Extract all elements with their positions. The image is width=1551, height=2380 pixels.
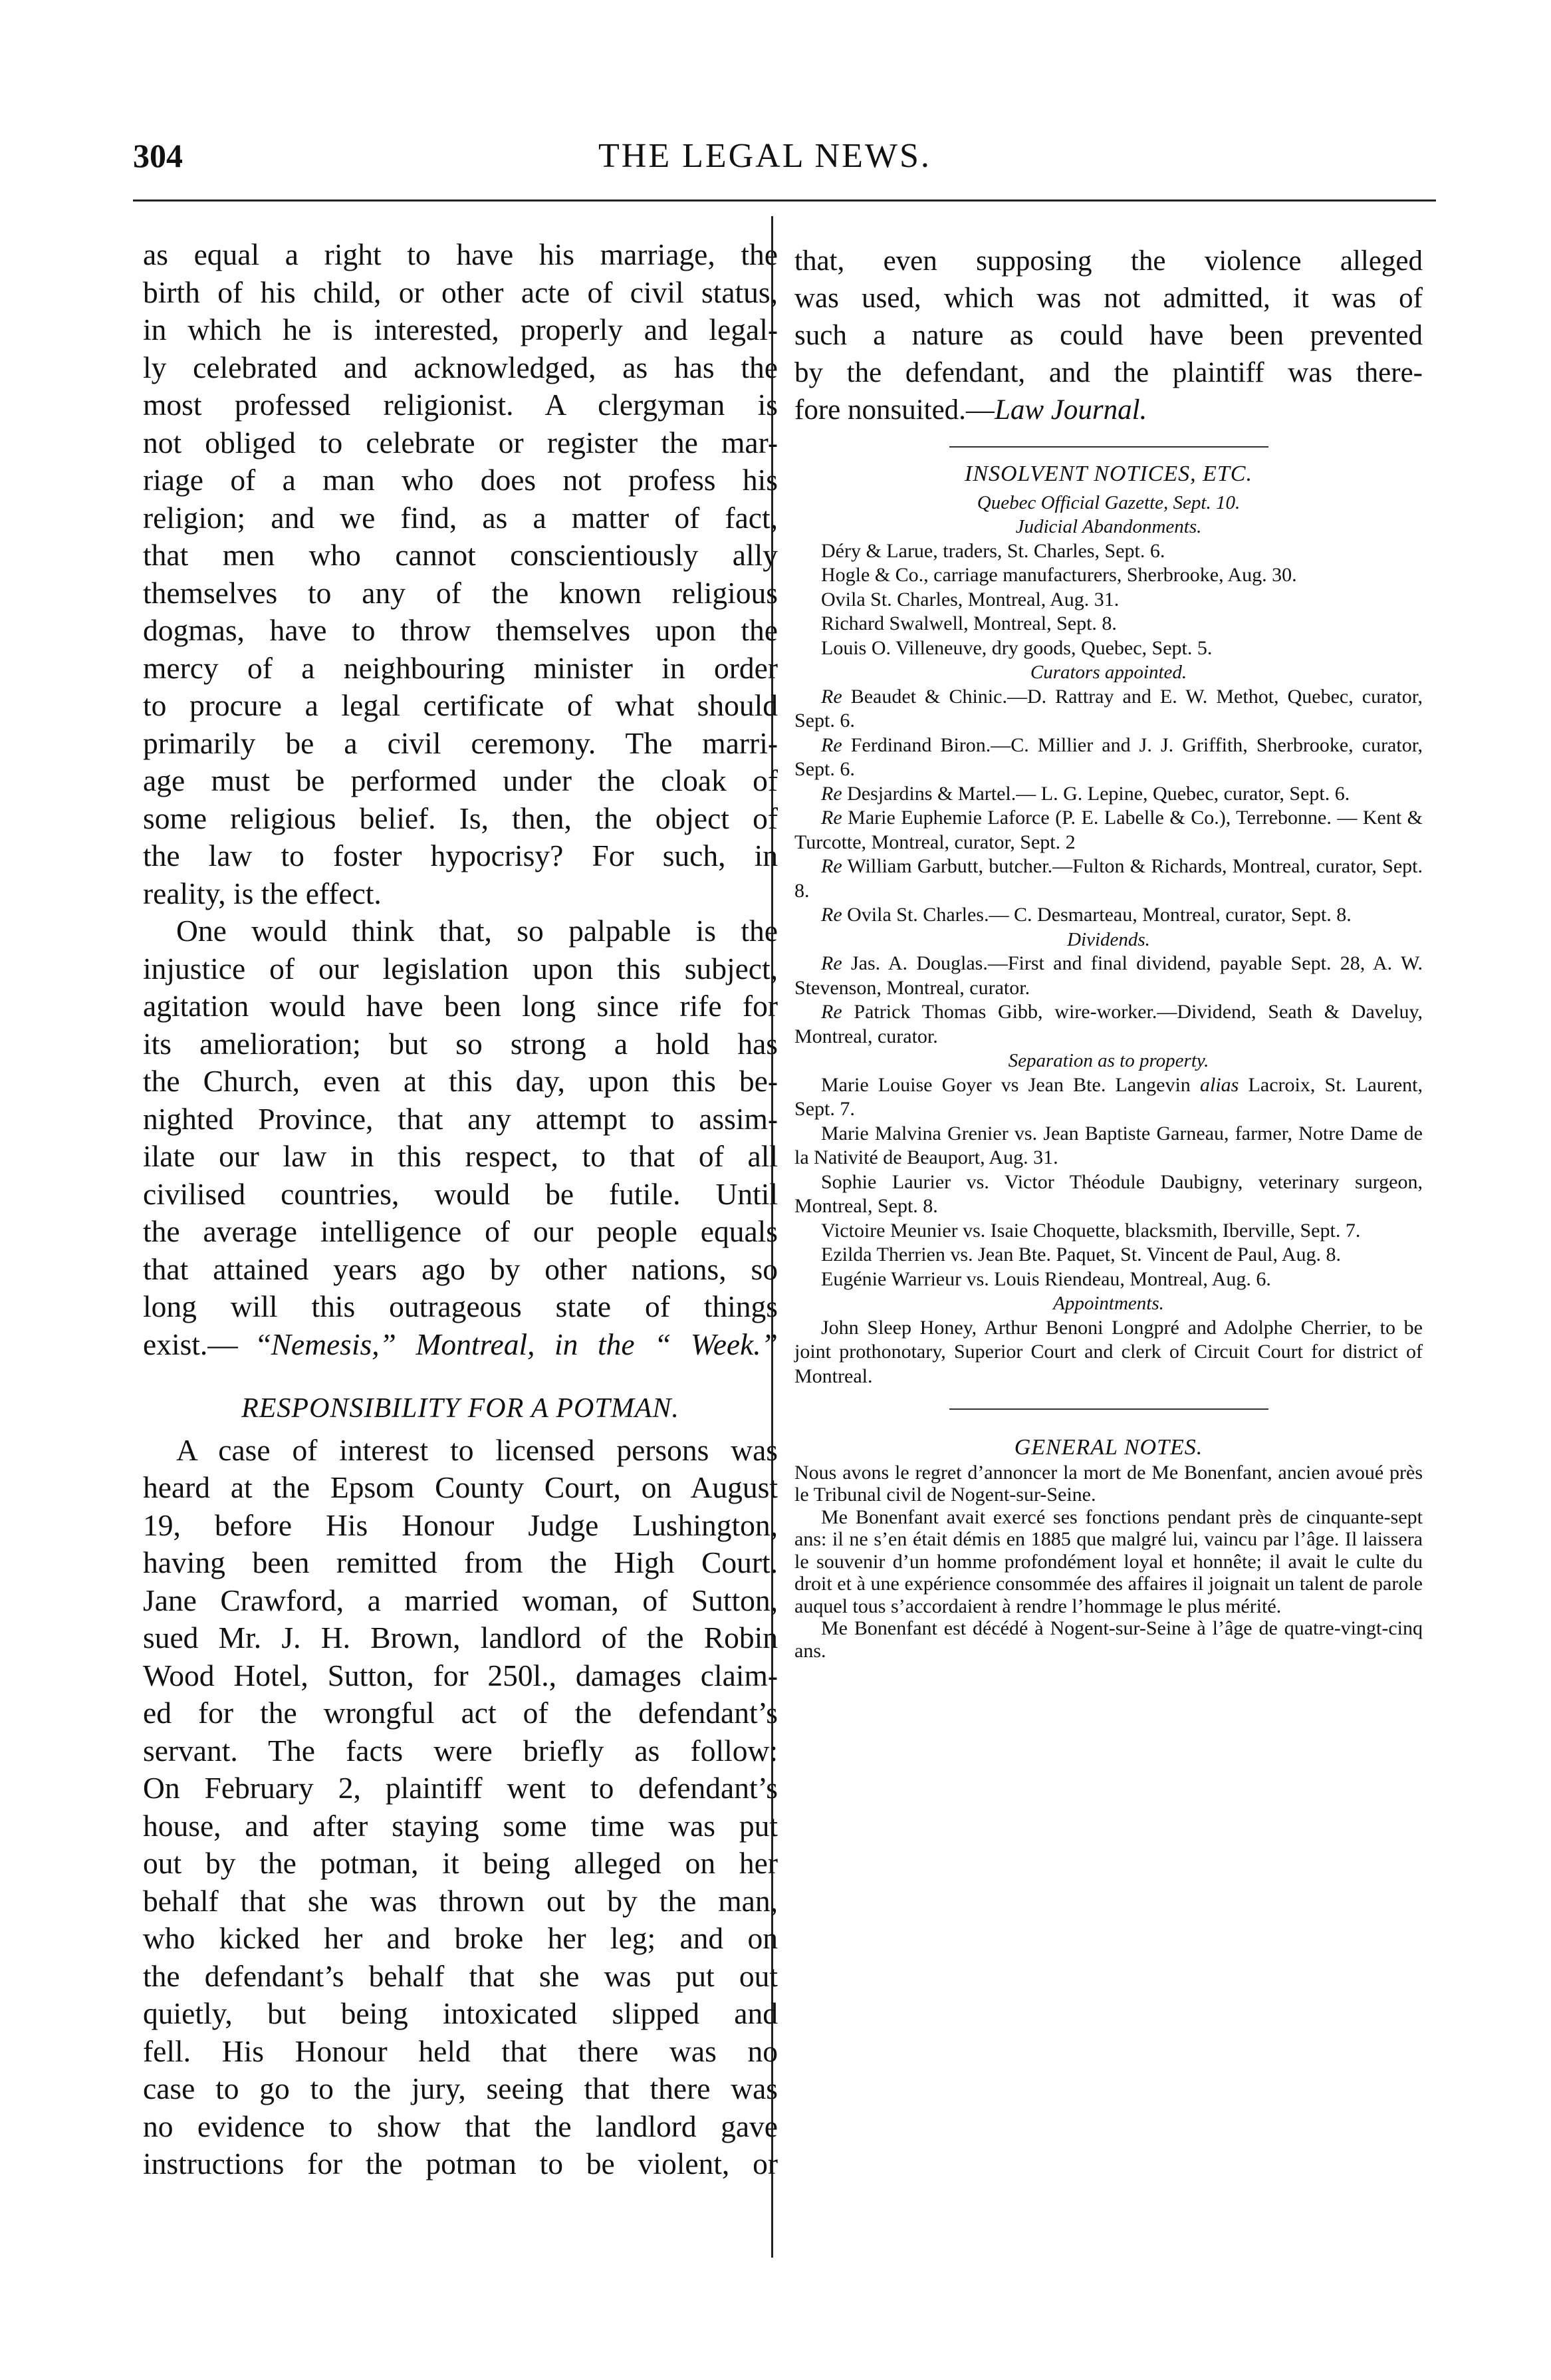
entry-text: Marie Malvina Grenier vs. Jean Baptiste Garneau, farmer, Notre Dame de la Nativité de Beauport, Aug. 31. [794,1122,1423,1168]
text-line: having been remitted from the High Court. [143,1545,778,1579]
continuation-last: fore nonsuited.— [794,394,995,426]
text-line: no evidence to show that the landlord gave [143,2109,778,2143]
re-prefix: Re [821,733,842,756]
text-line: that, even supposing the violence alleged [794,245,1423,277]
attribution-lead: exist.— “ [143,1327,271,1361]
dividends-heading: Dividends. [1067,928,1150,950]
entry-text: Desjardins & Martel.— L. G. Lepine, Quebec, curator, Sept. 6. [847,782,1350,805]
text-line: nighted Province, that any attempt to assim- [143,1101,778,1136]
notice-entry [794,903,1423,928]
text-line: who kicked her and broke her leg; and on [143,1921,778,1955]
paragraph-potman-case [143,1432,778,2183]
text-line: such a nature as could have been prevented [794,320,1423,351]
journal-title: THE LEGAL NEWS. [598,137,931,175]
entry-text: Eugénie Warrieur vs. Louis Riendeau, Montreal, Aug. 6. [821,1267,1271,1290]
general-notes [794,1436,1423,1662]
text-line: dogmas, have to throw themselves upon the [143,613,778,647]
text-line: age must be performed under the cloak of [143,763,778,797]
notice-entry [794,1000,1423,1049]
entry-text: Ferdinand Biron.—C. Millier and J. J. Griffith, Sherbrooke, curator, Sept. 6. [794,733,1423,780]
text-line: out by the potman, it being alleged on her [143,1846,778,1880]
text-line: the law to foster hypocrisy? For such, in [143,839,778,872]
curators-heading: Curators appointed. [1030,662,1187,683]
left-column [143,236,778,2183]
right-column [794,243,1423,1662]
section-heading: RESPONSIBILITY FOR A POTMAN. [241,1393,679,1424]
running-head [133,136,1436,190]
continuation-paragraph [794,243,1423,429]
general-note-paragraph: Me Bonenfant avait exercé ses fonctions pendant près de cinquante-sept ans: il ne s’en était démis en 1885 que malgré lui, vaincu par l’âge. Il laissera le souvenir d’un homme profondément loyal et honnête; il avait le culte du droit et à une expérience consommée des affaires il joignait un talent de parole auquel tous s’accordaient à rendre l’hommage le plus mérité. [794,1506,1423,1617]
re-prefix: Re [821,952,842,974]
notice-entry [794,1316,1423,1389]
entry-text: Beaudet & Chinic.—D. Rattray and E. W. Methot, Quebec, curator, Sept. 6. [794,685,1423,731]
text-line: case to go to the jury, seeing that there was [143,2071,778,2105]
re-prefix: Re [821,782,842,805]
text-line: ly celebrated and acknowledged, as has the [143,350,778,384]
appointments-heading: Appointments. [1053,1293,1164,1314]
notice-entry [794,1219,1423,1244]
entry-text: William Garbutt, butcher.—Fulton & Richards, Montreal, curator, Sept. 8. [794,855,1423,902]
text-line: One would think that, so palpable is the [176,914,778,948]
notice-entry [794,952,1423,1000]
entry-text: Sophie Laurier vs. Victor Théodule Daubigny, veterinary surgeon, Montreal, Sept. 8. [794,1170,1423,1217]
entry-text: Ovila St. Charles, Montreal, Aug. 31. [821,588,1120,610]
entry-text: Marie Louise Goyer vs Jean Bte. Langevin [821,1073,1191,1096]
text-line: A case of interest to licensed persons was [176,1432,778,1467]
attribution-source: Nemesis,” Montreal, in the “ Week.” [271,1327,778,1361]
text-line: that attained years ago by other nations, so [143,1252,778,1286]
text-line: the defendant’s behalf that she was put out [143,1958,778,1993]
text-line: reality, is the effect. [143,876,382,910]
text-line: was used, which was not admitted, it was of [794,283,1423,314]
alias-word: alias [1200,1073,1239,1096]
notice-entry [794,539,1423,564]
text-line: some religious belief. Is, then, the object of [143,801,778,835]
notice-entry [794,1073,1423,1122]
general-note-paragraph: Nous avons le regret d’annoncer la mort de Me Bonenfant, ancien avoué près le Tribunal civil de Nogent-sur-Seine. [794,1461,1423,1506]
section-rule [949,1408,1268,1410]
page-number: 304 [133,137,183,174]
entry-text: Patrick Thomas Gibb, wire-worker.—Dividend, Seath & Daveluy, Montreal, curator. [794,1001,1423,1047]
text-line [794,392,1423,429]
entry-text: Ovila St. Charles.— C. Desmarteau, Montreal, curator, Sept. 8. [847,904,1352,926]
notice-entry [794,563,1423,588]
insolvent-heading: INSOLVENT NOTICES, ETC. [965,462,1253,486]
entry-text: Déry & Larue, traders, St. Charles, Sept. 6. [821,539,1165,562]
re-prefix: Re [821,807,842,829]
paragraph-civil-status [143,236,778,912]
notice-entry [794,612,1423,636]
text-line: heard at the Epsom County Court, on August [143,1470,778,1504]
text-line: the Church, even at this day, upon this be- [143,1064,778,1098]
notice-entry [794,733,1423,782]
text-line: to procure a legal certificate of what should [143,688,778,722]
notice-entry [794,685,1423,733]
notice-entry [794,588,1423,612]
appointments-list [794,1316,1423,1389]
text-line: instructions for the potman to be violent, or [143,2147,778,2181]
header-rule [133,199,1436,201]
text-line: themselves to any of the known religious [143,575,778,610]
text-line: riage of a man who does not profess his [143,463,778,497]
text-line: mercy of a neighbouring minister in order [143,650,778,685]
text-line: that men who cannot conscientiously ally [143,538,778,572]
re-prefix: Re [821,685,842,708]
separation-list [794,1122,1423,1292]
judicial-heading: Judicial Abandonments. [1015,516,1202,537]
re-prefix: Re [821,904,842,926]
notice-entry [794,636,1423,661]
gazette-line: Quebec Official Gazette, Sept. 10. [977,491,1241,513]
entry-text: Jas. A. Douglas.—First and final dividend, payable Sept. 28, A. W. Stevenson, Montreal, curator. [794,952,1423,999]
notice-entry [794,782,1423,807]
judicial-list [794,539,1423,661]
text-line: fell. His Honour held that there was no [143,2034,778,2068]
entry-text: Richard Swalwell, Montreal, Sept. 8. [821,612,1117,634]
notice-entry [794,1267,1423,1292]
text-line: most professed religionist. A clergyman is [143,388,778,422]
text-line: religion; and we find, as a matter of fact, [143,500,778,535]
entry-text: Hogle & Co., carriage manufacturers, Sherbrooke, Aug. 30. [821,564,1297,586]
entry-text: Ezilda Therrien vs. Jean Bte. Paquet, St. Vincent de Paul, Aug. 8. [821,1244,1341,1265]
text-line: Wood Hotel, Sutton, for 250l., damages claim- [143,1658,778,1692]
text-line: quietly, but being intoxicated slipped and [143,1996,778,2030]
entry-text: Lacroix, St. Laurent, Sept. 7. [794,1073,1423,1120]
curators-list [794,685,1423,928]
text-line: as equal a right to have his marriage, the [143,237,778,271]
notice-entry [794,855,1423,903]
general-notes-heading: GENERAL NOTES. [1014,1435,1203,1460]
source-citation: Law Journal. [994,394,1147,426]
notice-entry [794,1122,1423,1170]
entry-text: Louis O. Villeneuve, dry goods, Quebec, Sept. 5. [821,636,1213,659]
text-line: primarily be a civil ceremony. The marri- [143,726,778,760]
text-line: agitation would have been long since rife for [143,989,778,1023]
notice-entry [794,806,1423,855]
notice-entry [794,1170,1423,1219]
text-line: On February 2, plaintiff went to defendant’s [143,1771,778,1805]
text-line: birth of his child, or other acte of civil status, [143,275,778,309]
re-prefix: Re [821,855,842,877]
paragraph-injustice [143,912,778,1363]
notice-entry [794,1243,1423,1267]
text-line: 19, before His Honour Judge Lushington, [143,1508,778,1542]
entry-text: Victoire Meunier vs. Isaie Choquette, blacksmith, Iberville, Sept. 7. [821,1219,1361,1242]
text-line: in which he is interested, properly and legal- [143,313,778,346]
separation-heading: Separation as to property. [1008,1050,1209,1071]
text-line: injustice of our legislation upon this subject, [143,951,778,986]
general-note-paragraph: Me Bonenfant est décédé à Nogent-sur-Seine à l’âge de quatre-vingt-cinq ans. [794,1617,1423,1662]
text-line: ilate our law in this respect, to that of all [143,1139,778,1173]
text-line: the average intelligence of our people equals [143,1214,778,1248]
text-line: its amelioration; but so strong a hold has [143,1026,778,1061]
text-line: by the defendant, and the plaintiff was there- [794,357,1423,388]
text-line: ed for the wrongful act of the defendant’s [143,1696,778,1730]
attribution-line [143,1326,778,1364]
entry-text: John Sleep Honey, Arthur Benoni Longpré and Adolphe Cherrier, to be joint prothonotary, Superior Court and clerk of Circuit Court for district of Montreal. [794,1316,1423,1387]
insolvent-notices [794,462,1423,1388]
text-line: civilised countries, would be futile. Until [143,1176,778,1211]
text-line: behalf that she was thrown out by the man, [143,1883,778,1918]
text-line: servant. The facts were briefly as follow: [143,1733,778,1768]
dividends-list [794,952,1423,1049]
entry-text: Marie Euphemie Laforce (P. E. Labelle & Co.), Terrebonne. — Kent & Turcotte, Montreal, curator, Sept. 2 [794,807,1423,853]
text-line: long will this outrageous state of things [143,1289,778,1323]
text-line: Jane Crawford, a married woman, of Sutton, [143,1583,778,1617]
text-line: sued Mr. J. H. Brown, landlord of the Robin [143,1621,778,1654]
re-prefix: Re [821,1001,842,1023]
section-rule [949,446,1268,448]
text-line: house, and after staying some time was put [143,1808,778,1843]
text-line: not obliged to celebrate or register the mar- [143,425,778,460]
